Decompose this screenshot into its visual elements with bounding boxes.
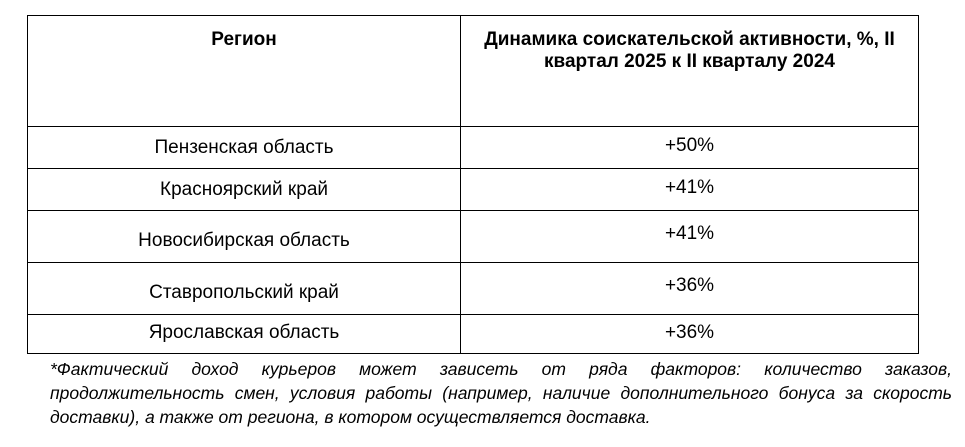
- region-cell: [28, 263, 461, 315]
- header-region-label: Регион: [211, 29, 277, 50]
- table-row: [28, 127, 919, 169]
- table-row: [28, 315, 919, 354]
- region-cell: [28, 169, 461, 211]
- region-cell: [28, 211, 461, 263]
- header-dynamics: [461, 16, 919, 127]
- region-name: Красноярский край: [160, 179, 328, 200]
- region-cell: [28, 127, 461, 169]
- region-value: +41%: [664, 177, 715, 198]
- header-dynamics-label: Динамика соискательской активности, %, II квартал 2025 к II кварталу 2024: [484, 29, 895, 72]
- regions-table: [27, 15, 919, 354]
- value-cell: [461, 169, 919, 211]
- footnote: *Фактический доход курьеров может зависеть от ряда факторов: количество заказов, продолжительность смен, условия работы (например, наличие дополнительного бонуса за скорость доставки), а также от региона, в котором осуществляется доставка.: [50, 359, 952, 427]
- region-cell: [28, 315, 461, 354]
- table-row: [28, 169, 919, 211]
- table-row: [28, 263, 919, 315]
- region-value: +50%: [664, 135, 715, 156]
- region-name: Ставропольский край: [149, 282, 339, 303]
- table-row: [28, 211, 919, 263]
- region-value: +36%: [664, 275, 715, 296]
- value-cell: [461, 315, 919, 354]
- region-name: Пензенская область: [154, 137, 334, 158]
- region-value: +41%: [664, 223, 715, 244]
- table-header-row: [28, 16, 919, 127]
- value-cell: [461, 127, 919, 169]
- value-cell: [461, 211, 919, 263]
- region-value: +36%: [664, 322, 715, 343]
- header-region: [28, 16, 461, 127]
- region-name: Новосибирская область: [138, 230, 350, 251]
- value-cell: [461, 263, 919, 315]
- region-name: Ярославская область: [148, 322, 340, 343]
